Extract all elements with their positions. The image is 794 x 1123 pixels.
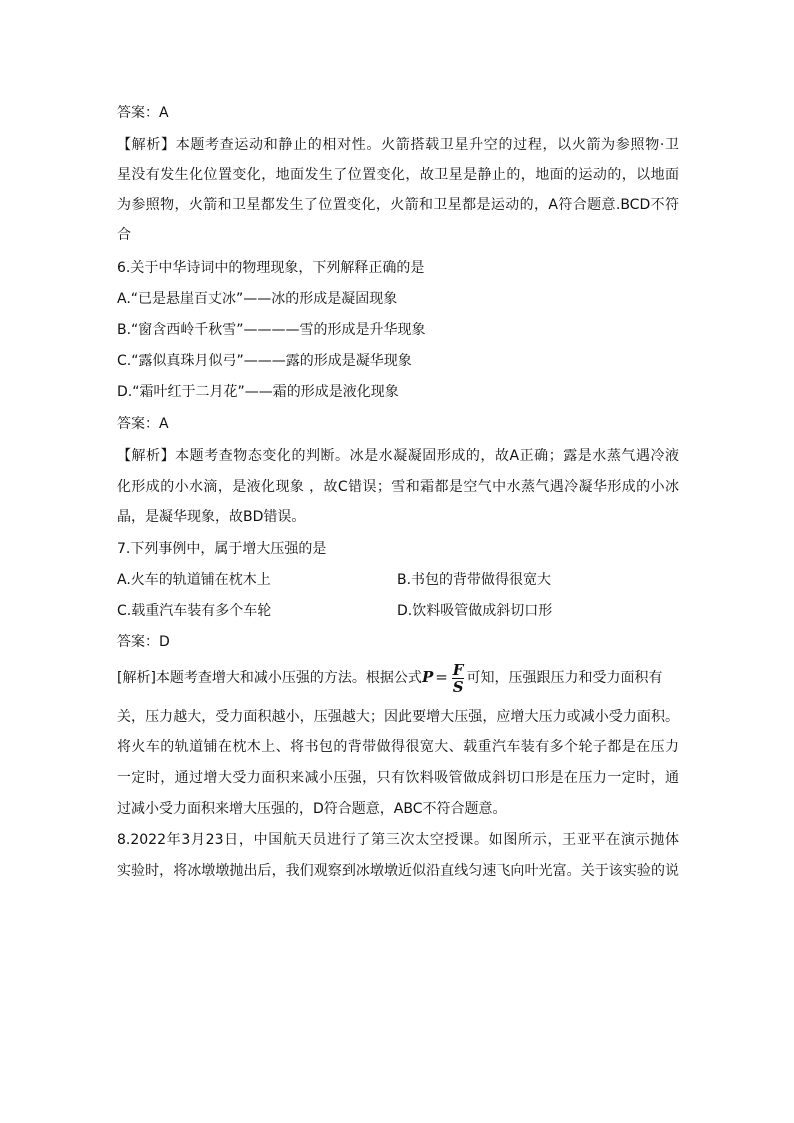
question-6-stem: 6.关于中华诗词中的物理现象，下列解释正确的是 xyxy=(117,260,425,276)
q6-option-a: A.“已是悬崖百丈冰”——冰的形成是凝固现象 xyxy=(117,291,398,307)
answer-q6: 答案：A xyxy=(117,416,169,432)
pressure-formula-fraction xyxy=(452,662,465,695)
q7-options-row-1 xyxy=(117,571,679,589)
analysis-q7-line: 将火车的轨道铺在枕木上、将书包的背带做得很宽大、载重汽车装有多个轮子都是在压力 xyxy=(117,739,679,755)
q7-option-a: A.火车的轨道铺在枕木上 xyxy=(117,572,271,588)
analysis-q7-line: 关，压力越大，受力面积越小，压强越大；因此要增大压强，应增大压力或减小受力面积。 xyxy=(117,709,679,725)
analysis-q5-line: 合 xyxy=(117,227,131,243)
formula-denominator: S xyxy=(452,677,464,696)
q6-option-c: C.“露似真珠月似弓”———露的形成是凝华现象 xyxy=(117,353,412,369)
q7-option-b: B.书包的背带做得很宽大 xyxy=(397,572,552,588)
analysis-q6-line: 化形成的小水滴，是液化现象 ，故C错误；雪和霜都是空气中水蒸气遇冷凝华形成的小冰 xyxy=(117,479,679,495)
question-8-line: 8.2022年3月23日，中国航天员进行了第三次太空授课。如图所示，王亚平在演示抛体 xyxy=(117,832,679,848)
q7-option-c: C.载重汽车装有多个车轮 xyxy=(117,603,272,619)
answer-q5: 答案：A xyxy=(117,105,169,121)
q7-options-row-2 xyxy=(117,602,679,620)
answer-q7: 答案：D xyxy=(117,634,170,650)
formula-lhs: P xyxy=(421,668,434,686)
formula-equals: = xyxy=(435,668,448,686)
analysis-q7-text: [解析]本题考查增大和减小压强的方法。根据公式 xyxy=(117,670,422,686)
analysis-q5-line: 为参照物，火箭和卫星都发生了位置变化，火箭和卫星都是运动的，A符合题意.BCD不符 xyxy=(117,197,679,213)
analysis-q7-first-line xyxy=(117,660,679,695)
question-7-stem: 7.下列事例中，属于增大压强的是 xyxy=(117,541,327,557)
analysis-q7-line: 过减小受力面积来增大压强的，D符合题意，ABC不符合题意。 xyxy=(117,801,507,817)
q6-option-b: B.“窗含西岭千秋雪”————雪的形成是升华现象 xyxy=(117,322,426,338)
question-8-line: 实验时，将冰墩墩抛出后，我们观察到冰墩墩近似沿直线匀速飞向叶光富。关于该实验的说 xyxy=(117,863,679,879)
analysis-q7-text: 可知，压强跟压力和受力面积有 xyxy=(466,670,663,686)
formula-numerator: F xyxy=(452,660,464,679)
analysis-q7-line: 一定时，通过增大受力面积来减小压强，只有饮料吸管做成斜切口形是在压力一定时，通 xyxy=(117,770,679,786)
q6-option-d: D.“霜叶红于二月花”——霜的形成是液化现象 xyxy=(117,384,399,400)
analysis-q6-line: 【解析】本题考查物态变化的判断。冰是水凝凝固形成的，故A正确；露是水蒸气遇冷液 xyxy=(117,448,679,464)
analysis-q5-line: 【解析】本题考查运动和静止的相对性。火箭搭载卫星升空的过程，以火箭为参照物·卫 xyxy=(117,137,679,153)
q7-option-d: D.饮料吸管做成斜切口形 xyxy=(397,603,553,619)
analysis-q6-line: 晶，是凝华现象，故BD错误。 xyxy=(117,509,306,525)
analysis-q5-line: 星没有发生化位置变化，地面发生了位置变化，故卫星是静止的，地面的运动的，以地面 xyxy=(117,167,679,183)
